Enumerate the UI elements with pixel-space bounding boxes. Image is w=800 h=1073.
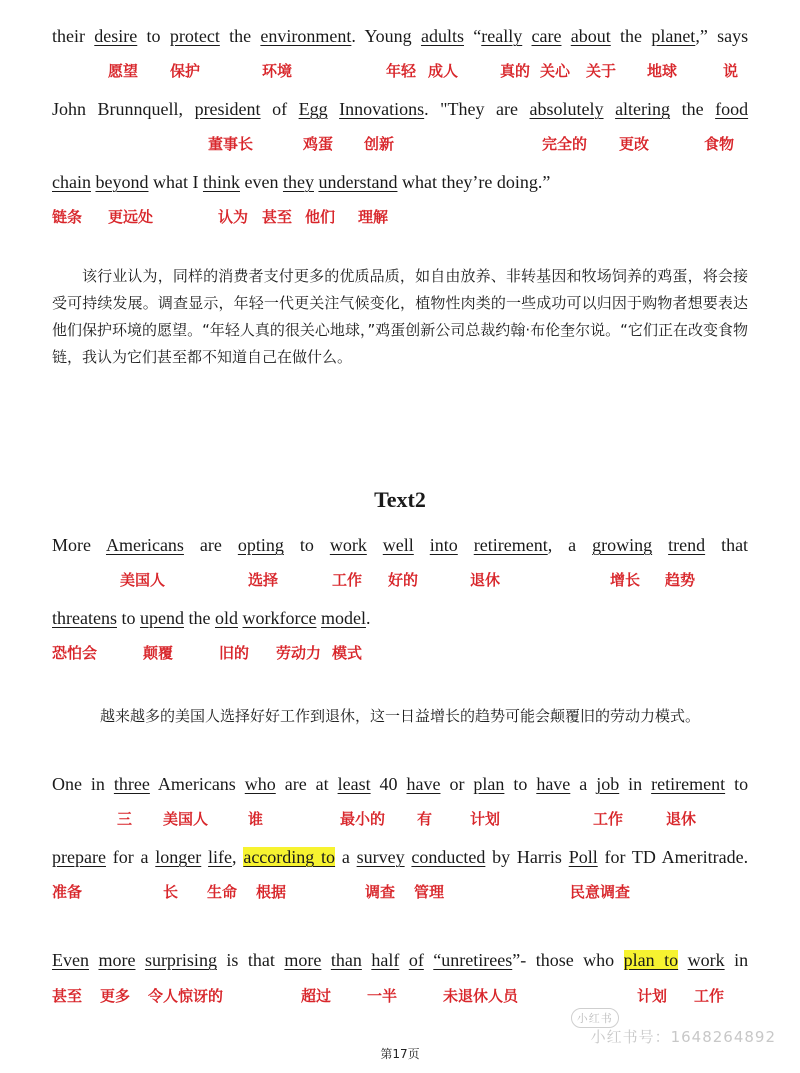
gloss-label: 颠覆 bbox=[143, 644, 174, 662]
gloss-label: 调查 bbox=[365, 883, 396, 901]
vocab-word: Egg bbox=[298, 99, 328, 119]
gloss-label: 生命 bbox=[207, 883, 238, 901]
text-word: to bbox=[299, 535, 314, 555]
vocab-word: workforce bbox=[242, 608, 317, 628]
gloss-label: 长 bbox=[163, 883, 179, 901]
vocab-word: prepare bbox=[52, 847, 106, 867]
vocab-word: really bbox=[481, 26, 523, 46]
text-word: the bbox=[620, 26, 643, 46]
vocab-word: according to bbox=[243, 847, 336, 867]
gloss-label: 根据 bbox=[256, 883, 287, 901]
text-word: in bbox=[628, 774, 643, 794]
english-line bbox=[52, 948, 748, 972]
gloss-label: 保护 bbox=[170, 62, 201, 80]
text-word: for TD Ameritrade. bbox=[604, 847, 749, 867]
gloss-label: 真的 bbox=[500, 62, 531, 80]
text-word: ”- those who bbox=[512, 950, 615, 970]
gloss-label: 民意调查 bbox=[570, 883, 631, 901]
text-word: “ bbox=[473, 26, 482, 46]
vocab-word: old bbox=[214, 608, 238, 628]
gloss-label: 管理 bbox=[414, 883, 445, 901]
gloss-label: 年轻 bbox=[386, 62, 417, 80]
vocab-word: environment bbox=[260, 26, 352, 46]
english-line bbox=[52, 533, 748, 557]
english-line bbox=[52, 170, 748, 194]
gloss-label: 美国人 bbox=[163, 810, 209, 828]
gloss-label: 环境 bbox=[262, 62, 293, 80]
text-word: the bbox=[681, 99, 704, 119]
text-word: or bbox=[449, 774, 465, 794]
vocab-word: work bbox=[329, 535, 367, 555]
text-word: a bbox=[579, 774, 588, 794]
gloss-label: 退休 bbox=[666, 810, 697, 828]
text-word: are at bbox=[284, 774, 329, 794]
gloss-label: 恐怕会 bbox=[52, 644, 98, 662]
english-line bbox=[52, 24, 748, 48]
gloss-label: 董事长 bbox=[208, 135, 254, 153]
vocab-word: planet bbox=[651, 26, 696, 46]
text-word: by Harris bbox=[492, 847, 562, 867]
vocab-word: conducted bbox=[411, 847, 486, 867]
gloss-label: 令人惊讶的 bbox=[148, 987, 224, 1005]
page-number: 第17页 bbox=[380, 1047, 420, 1061]
gloss-label: 选择 bbox=[248, 571, 279, 589]
vocab-word: Poll bbox=[568, 847, 598, 867]
vocab-word: retirement bbox=[651, 774, 726, 794]
text-word: More bbox=[52, 535, 91, 555]
gloss-label: 美国人 bbox=[120, 571, 166, 589]
vocab-word: job bbox=[596, 774, 620, 794]
vocab-word: they bbox=[282, 172, 314, 192]
gloss-label: 模式 bbox=[332, 644, 363, 662]
chinese-translation-paragraph-2: 越来越多的美国人选择好好工作到退休，这一日益增长的趋势可能会颠覆旧的劳动力模式。 bbox=[99, 707, 700, 725]
vocab-word: plan bbox=[473, 774, 505, 794]
english-line bbox=[52, 772, 748, 796]
gloss-label: 愿望 bbox=[108, 62, 139, 80]
gloss-label: 关于 bbox=[586, 62, 617, 80]
text-word: the bbox=[188, 608, 211, 628]
gloss-label: 退休 bbox=[470, 571, 501, 589]
text-word: . Young bbox=[351, 26, 412, 46]
vocab-word: opting bbox=[237, 535, 284, 555]
text-word: to bbox=[513, 774, 528, 794]
gloss-label: 甚至 bbox=[262, 208, 293, 226]
vocab-word: three bbox=[113, 774, 150, 794]
text-word: One in bbox=[52, 774, 105, 794]
text-word: ,” says bbox=[695, 26, 749, 46]
gloss-label: 超过 bbox=[301, 987, 332, 1005]
vocab-word: adults bbox=[420, 26, 464, 46]
vocab-word: half bbox=[371, 950, 400, 970]
vocab-word: of bbox=[408, 950, 424, 970]
vocab-word: surprising bbox=[144, 950, 217, 970]
vocab-word: have bbox=[536, 774, 571, 794]
vocab-word: president bbox=[194, 99, 261, 119]
gloss-label: 未退休人员 bbox=[443, 987, 519, 1005]
text-word: John Brunnquell, bbox=[52, 99, 184, 119]
gloss-label: 最小的 bbox=[340, 810, 386, 828]
gloss-label: 他们 bbox=[305, 208, 336, 226]
english-line bbox=[52, 97, 748, 121]
gloss-label: 关心 bbox=[540, 62, 571, 80]
vocab-word: beyond bbox=[95, 172, 149, 192]
vocab-word: model bbox=[320, 608, 366, 628]
gloss-label: 旧的 bbox=[219, 644, 250, 662]
gloss-label: 趋势 bbox=[665, 571, 696, 589]
text-word: is that bbox=[226, 950, 275, 970]
watermark-logo: 小红书 bbox=[571, 1008, 619, 1028]
gloss-label: 说 bbox=[723, 62, 739, 80]
vocab-word: threatens bbox=[52, 608, 117, 628]
gloss-label: 计划 bbox=[470, 810, 501, 828]
vocab-word: have bbox=[406, 774, 441, 794]
text-word: to bbox=[121, 608, 136, 628]
gloss-label: 理解 bbox=[358, 208, 389, 226]
text-word: to bbox=[734, 774, 749, 794]
gloss-label: 准备 bbox=[52, 883, 83, 901]
vocab-word: Innovations bbox=[339, 99, 425, 119]
section-heading: Text2 bbox=[374, 487, 426, 512]
gloss-label: 有 bbox=[417, 810, 433, 828]
vocab-word: care bbox=[531, 26, 562, 46]
text-word: a bbox=[341, 847, 350, 867]
vocab-word: chain bbox=[52, 172, 91, 192]
vocab-word: desire bbox=[94, 26, 138, 46]
vocab-word: more bbox=[284, 950, 322, 970]
text-word: what they’re doing.” bbox=[401, 172, 551, 192]
gloss-label: 更改 bbox=[619, 135, 650, 153]
vocab-word: least bbox=[337, 774, 371, 794]
gloss-label: 三 bbox=[117, 810, 133, 828]
text-word: of bbox=[272, 99, 288, 119]
gloss-label: 谁 bbox=[248, 810, 264, 828]
text-word: . "They are bbox=[424, 99, 518, 119]
vocab-word: altering bbox=[615, 99, 671, 119]
vocab-word: survey bbox=[356, 847, 405, 867]
gloss-label: 增长 bbox=[610, 571, 641, 589]
vocab-word: Even bbox=[52, 950, 89, 970]
gloss-label: 完全的 bbox=[542, 135, 588, 153]
text-word: . bbox=[365, 608, 371, 628]
vocab-word: well bbox=[382, 535, 414, 555]
gloss-label: 工作 bbox=[694, 987, 725, 1005]
vocab-word: protect bbox=[169, 26, 220, 46]
gloss-label: 甚至 bbox=[52, 987, 83, 1005]
gloss-label: 创新 bbox=[364, 135, 395, 153]
vocab-word: upend bbox=[139, 608, 184, 628]
vocab-word: absolutely bbox=[529, 99, 604, 119]
vocab-word: retirement bbox=[473, 535, 548, 555]
gloss-label: 更多 bbox=[100, 987, 131, 1005]
vocab-word: into bbox=[429, 535, 458, 555]
text-word: that bbox=[721, 535, 749, 555]
vocab-word: life bbox=[208, 847, 233, 867]
vocab-word: work bbox=[687, 950, 725, 970]
vocab-word: trend bbox=[668, 535, 706, 555]
vocab-word: more bbox=[98, 950, 136, 970]
gloss-label: 更远处 bbox=[108, 208, 154, 226]
watermark-text: 小红书号：1648264892 bbox=[590, 1028, 776, 1046]
text-word: , a bbox=[547, 535, 577, 555]
vocab-word: than bbox=[330, 950, 362, 970]
text-word: are bbox=[199, 535, 222, 555]
text-word: to bbox=[146, 26, 161, 46]
english-line bbox=[52, 606, 748, 630]
text-word: their bbox=[52, 26, 85, 46]
vocab-word: understand bbox=[318, 172, 398, 192]
gloss-label: 计划 bbox=[637, 987, 668, 1005]
watermark bbox=[531, 1012, 776, 1048]
text-word: what I bbox=[152, 172, 199, 192]
vocab-word: longer bbox=[155, 847, 202, 867]
text-word: the bbox=[229, 26, 252, 46]
vocab-word: think bbox=[202, 172, 240, 192]
gloss-label: 链条 bbox=[52, 208, 83, 226]
gloss-label: 一半 bbox=[367, 987, 398, 1005]
vocab-word: food bbox=[715, 99, 749, 119]
vocab-word: plan to bbox=[623, 950, 679, 970]
text-word: 40 bbox=[379, 774, 398, 794]
text-word: in bbox=[734, 950, 749, 970]
vocab-word: growing bbox=[592, 535, 653, 555]
gloss-label: 工作 bbox=[593, 810, 624, 828]
gloss-label: 成人 bbox=[428, 62, 459, 80]
text-word: for a bbox=[112, 847, 149, 867]
text-word: even bbox=[244, 172, 279, 192]
vocab-word: Americans bbox=[105, 535, 184, 555]
english-line bbox=[52, 845, 748, 869]
gloss-label: 认为 bbox=[218, 208, 249, 226]
gloss-label: 地球 bbox=[647, 62, 678, 80]
gloss-label: 劳动力 bbox=[276, 644, 322, 662]
vocab-word: about bbox=[570, 26, 611, 46]
text-word: , bbox=[232, 847, 237, 867]
vocab-word: who bbox=[244, 774, 276, 794]
text-word: Americans bbox=[157, 774, 236, 794]
chinese-translation-paragraph-1: 该行业认为，同样的消费者支付更多的优质品质，如自由放养、非转基因和牧场饲养的鸡蛋，将会接受可持续发展。调查显示，年轻一代更关注气候变化，植物性肉类的一些成功可以归因于购物者想要表达他们保护环境的愿望。“年轻人真的很关心地球，”鸡蛋创新公司总裁约翰·布伦奎尔说。“它们正在改变食物链，我认为它们甚至都不知道自己在做什么。 bbox=[52, 267, 748, 366]
gloss-label: 工作 bbox=[332, 571, 363, 589]
gloss-label: 食物 bbox=[704, 135, 735, 153]
gloss-label: 鸡蛋 bbox=[303, 135, 334, 153]
vocab-word: “unretirees bbox=[433, 950, 513, 970]
gloss-label: 好的 bbox=[388, 571, 419, 589]
